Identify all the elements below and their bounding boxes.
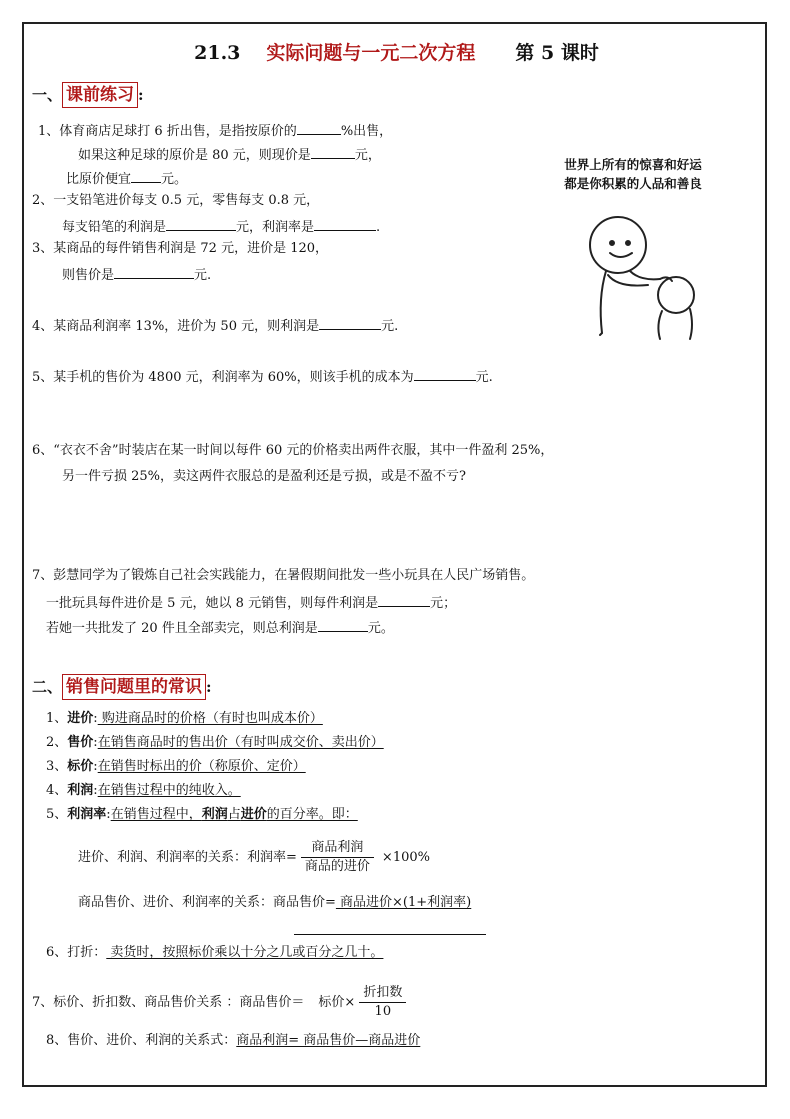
q2-line2: 每支铅笔的利润是 元，利润率是 . <box>62 216 380 237</box>
q1-line3: 比原价便宜 元。 <box>66 168 187 189</box>
q1-line1: 1、体育商店足球打 6 折出售，是指按原价的 %出售， <box>38 120 392 141</box>
fraction-discount-over-ten: $\frac{\text{折扣数}}{10}$ <box>359 984 406 1021</box>
q7-line1: 7、彭慧同学为了锻炼自己社会实践能力，在暑假期间批发一些小玩具在人民广场销售。 <box>32 568 535 583</box>
q6-line2: 另一件亏损 25%，卖这两件衣服总的是盈利还是亏损，或是不盈不亏? <box>62 469 466 484</box>
formula-profit-rate: 进价、利润、利润率的关系：利润率= $\frac{\text{商品利润}}{\text{商品的进价}}$ ×100% <box>78 840 430 874</box>
item3-list-price: 3、标价:在销售时标出的价（称原价、定价） <box>46 759 306 774</box>
item6-discount: 6、打折： 卖货时，按照标价乘以十分之几或百分之几十。 <box>46 945 384 960</box>
meme-illustration <box>548 155 718 345</box>
section1-label: 课前练习 <box>62 82 138 108</box>
lesson-period: 第 5 课时 <box>515 42 599 64</box>
q3-line1: 3、某商品的每件销售利润是 72 元，进价是 120， <box>32 241 329 256</box>
q5: 5、某手机的售价为 4800 元，利润率为 60%，则该手机的成本为 元. <box>32 366 493 387</box>
lesson-title: 实际问题与一元二次方程 <box>266 42 476 64</box>
blank-answer-line <box>294 934 486 935</box>
q6-line1: 6、“衣衣不舍”时装店在某一时间以每件 60 元的价格卖出两件衣服，其中一件盈利 25%， <box>32 443 554 458</box>
section2-heading: 二、 销售问题里的常识 : <box>32 674 212 700</box>
q2-line1: 2、一支铅笔进价每支 0.5 元，零售每支 0.8 元， <box>32 193 320 208</box>
section2-label: 销售问题里的常识 <box>62 674 206 700</box>
formula-sale-price: 商品售价、进价、利润率的关系：商品售价= 商品进价×(1+利润率) <box>78 895 472 910</box>
item2-sale-price: 2、售价:在销售商品时的售出价（有时叫成交价、卖出价） <box>46 735 384 750</box>
fraction-profit-over-cost: $\frac{\text{商品利润}}{\text{商品的进价}}$ <box>301 839 374 876</box>
item8-profit-relation: 8、售价、进价、利润的关系式：商品利润= 商品售价—商品进价 <box>46 1033 421 1048</box>
q7-line2: 一批玩具每件进价是 5 元，她以 8 元销售，则每件利润是 元； <box>46 592 456 613</box>
item4-profit: 4、利润:在销售过程中的纯收入。 <box>46 783 241 798</box>
lesson-number: 21.3 <box>194 42 241 64</box>
q1-line2: 如果这种足球的原价是 80 元，则现价是 元， <box>78 144 381 165</box>
meme-caption: 世界上所有的惊喜和好运 都是你积累的人品和善良 <box>564 157 702 191</box>
item7-discount-relation: 7、标价、折扣数、商品售价关系 ：商品售价＝ 标价× $\frac{\text{折扣数}}{10}$ <box>32 984 410 1021</box>
item5-profit-rate: 5、利润率:在销售过程中，利润占进价的百分率。即： <box>46 807 358 822</box>
page-title <box>24 38 769 65</box>
q4: 4、某商品利润率 13%，进价为 50 元，则利润是 元. <box>32 315 398 336</box>
section1-heading: 一、 课前练习 : <box>32 82 144 108</box>
q3-line2: 则售价是 元. <box>62 264 211 285</box>
item1-cost-price: 1、进价: 购进商品时的价格（有时也叫成本价） <box>46 711 323 726</box>
stick-figures-icon <box>548 193 718 343</box>
q7-line3: 若她一共批发了 20 件且全部卖完，则总利润是 元。 <box>46 617 394 638</box>
